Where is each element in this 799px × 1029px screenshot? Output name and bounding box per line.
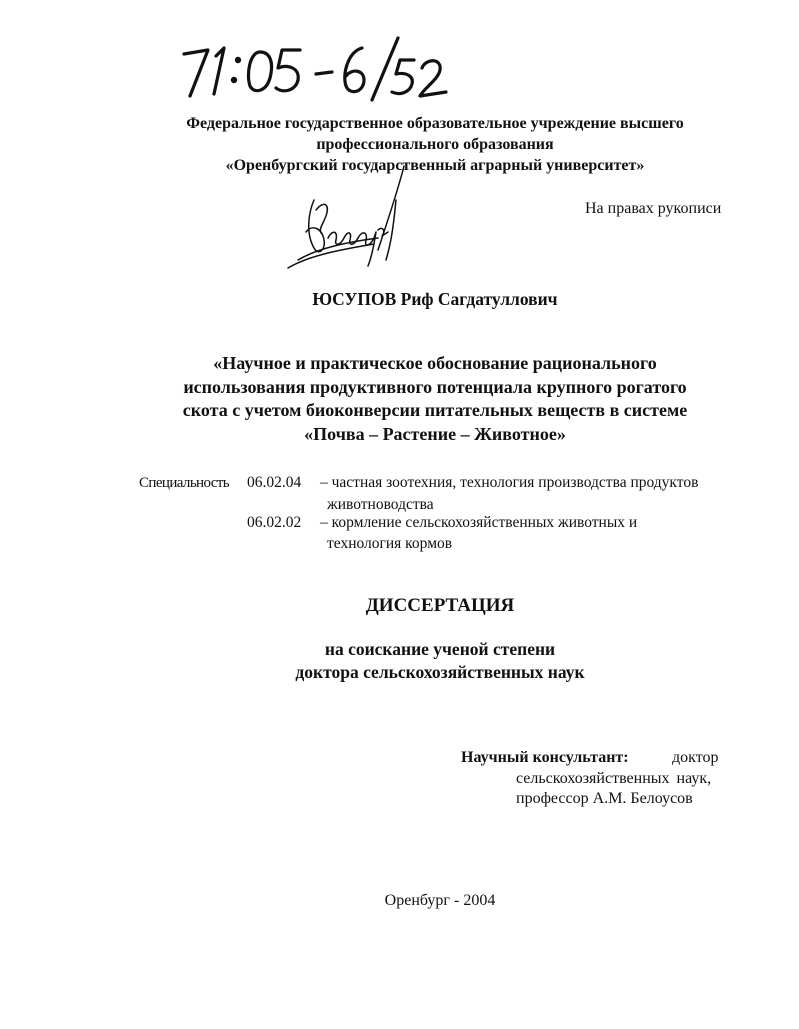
rights-note: На правах рукописи [585,200,722,217]
institution-header [120,113,750,176]
title-line-2: использования продуктивного потенциала крупного рогатого [183,376,687,397]
degree-statement [200,638,680,684]
handwritten-catalogue-number [176,34,466,104]
degree-line-2: доктора сельскохозяйственных наук [295,662,585,682]
specialty-text-1-cont: животноводства [327,496,434,513]
consultant-degree: доктор [672,749,719,766]
document-type: ДИССЕРТАЦИЯ [365,595,515,616]
handwritten-signature [278,160,418,280]
city-year: Оренбург - 2004 [384,892,496,909]
specialty-text-1: – частная зоотехния, технология производства продуктов [320,474,699,491]
author-name: ЮСУПОВ Риф Сагдатуллович [312,289,558,309]
consultant-field: сельскохозяйственных наук, [516,770,712,787]
consultant-label: Научный консультант: [461,749,629,766]
institution-line-3: «Оренбургский государственный аграрный университет» [225,157,645,174]
specialty-text-2: – кормление сельскохозяйственных животных и [320,514,638,531]
title-line-1: «Научное и практическое обоснование рационального [213,353,657,373]
specialty-label: Специальность [139,475,230,491]
title-line-3: скота с учетом биоконверсии питательных веществ в системе [182,400,688,420]
consultant-name: профессор А.М. Белоусов [516,790,693,807]
specialty-text-2-cont: технология кормов [327,535,453,552]
specialty-code-1: 06.02.04 [247,474,302,491]
title-line-4: «Почва – Растение – Животное» [304,423,566,444]
degree-line-1: на соискание ученой степени [324,639,556,659]
institution-line-1: Федеральное государственное образовательное учреждение высшего [186,115,684,132]
dissertation-title [130,352,740,446]
specialty-code-2: 06.02.02 [247,514,302,531]
institution-line-2: профессионального образования [316,136,554,153]
